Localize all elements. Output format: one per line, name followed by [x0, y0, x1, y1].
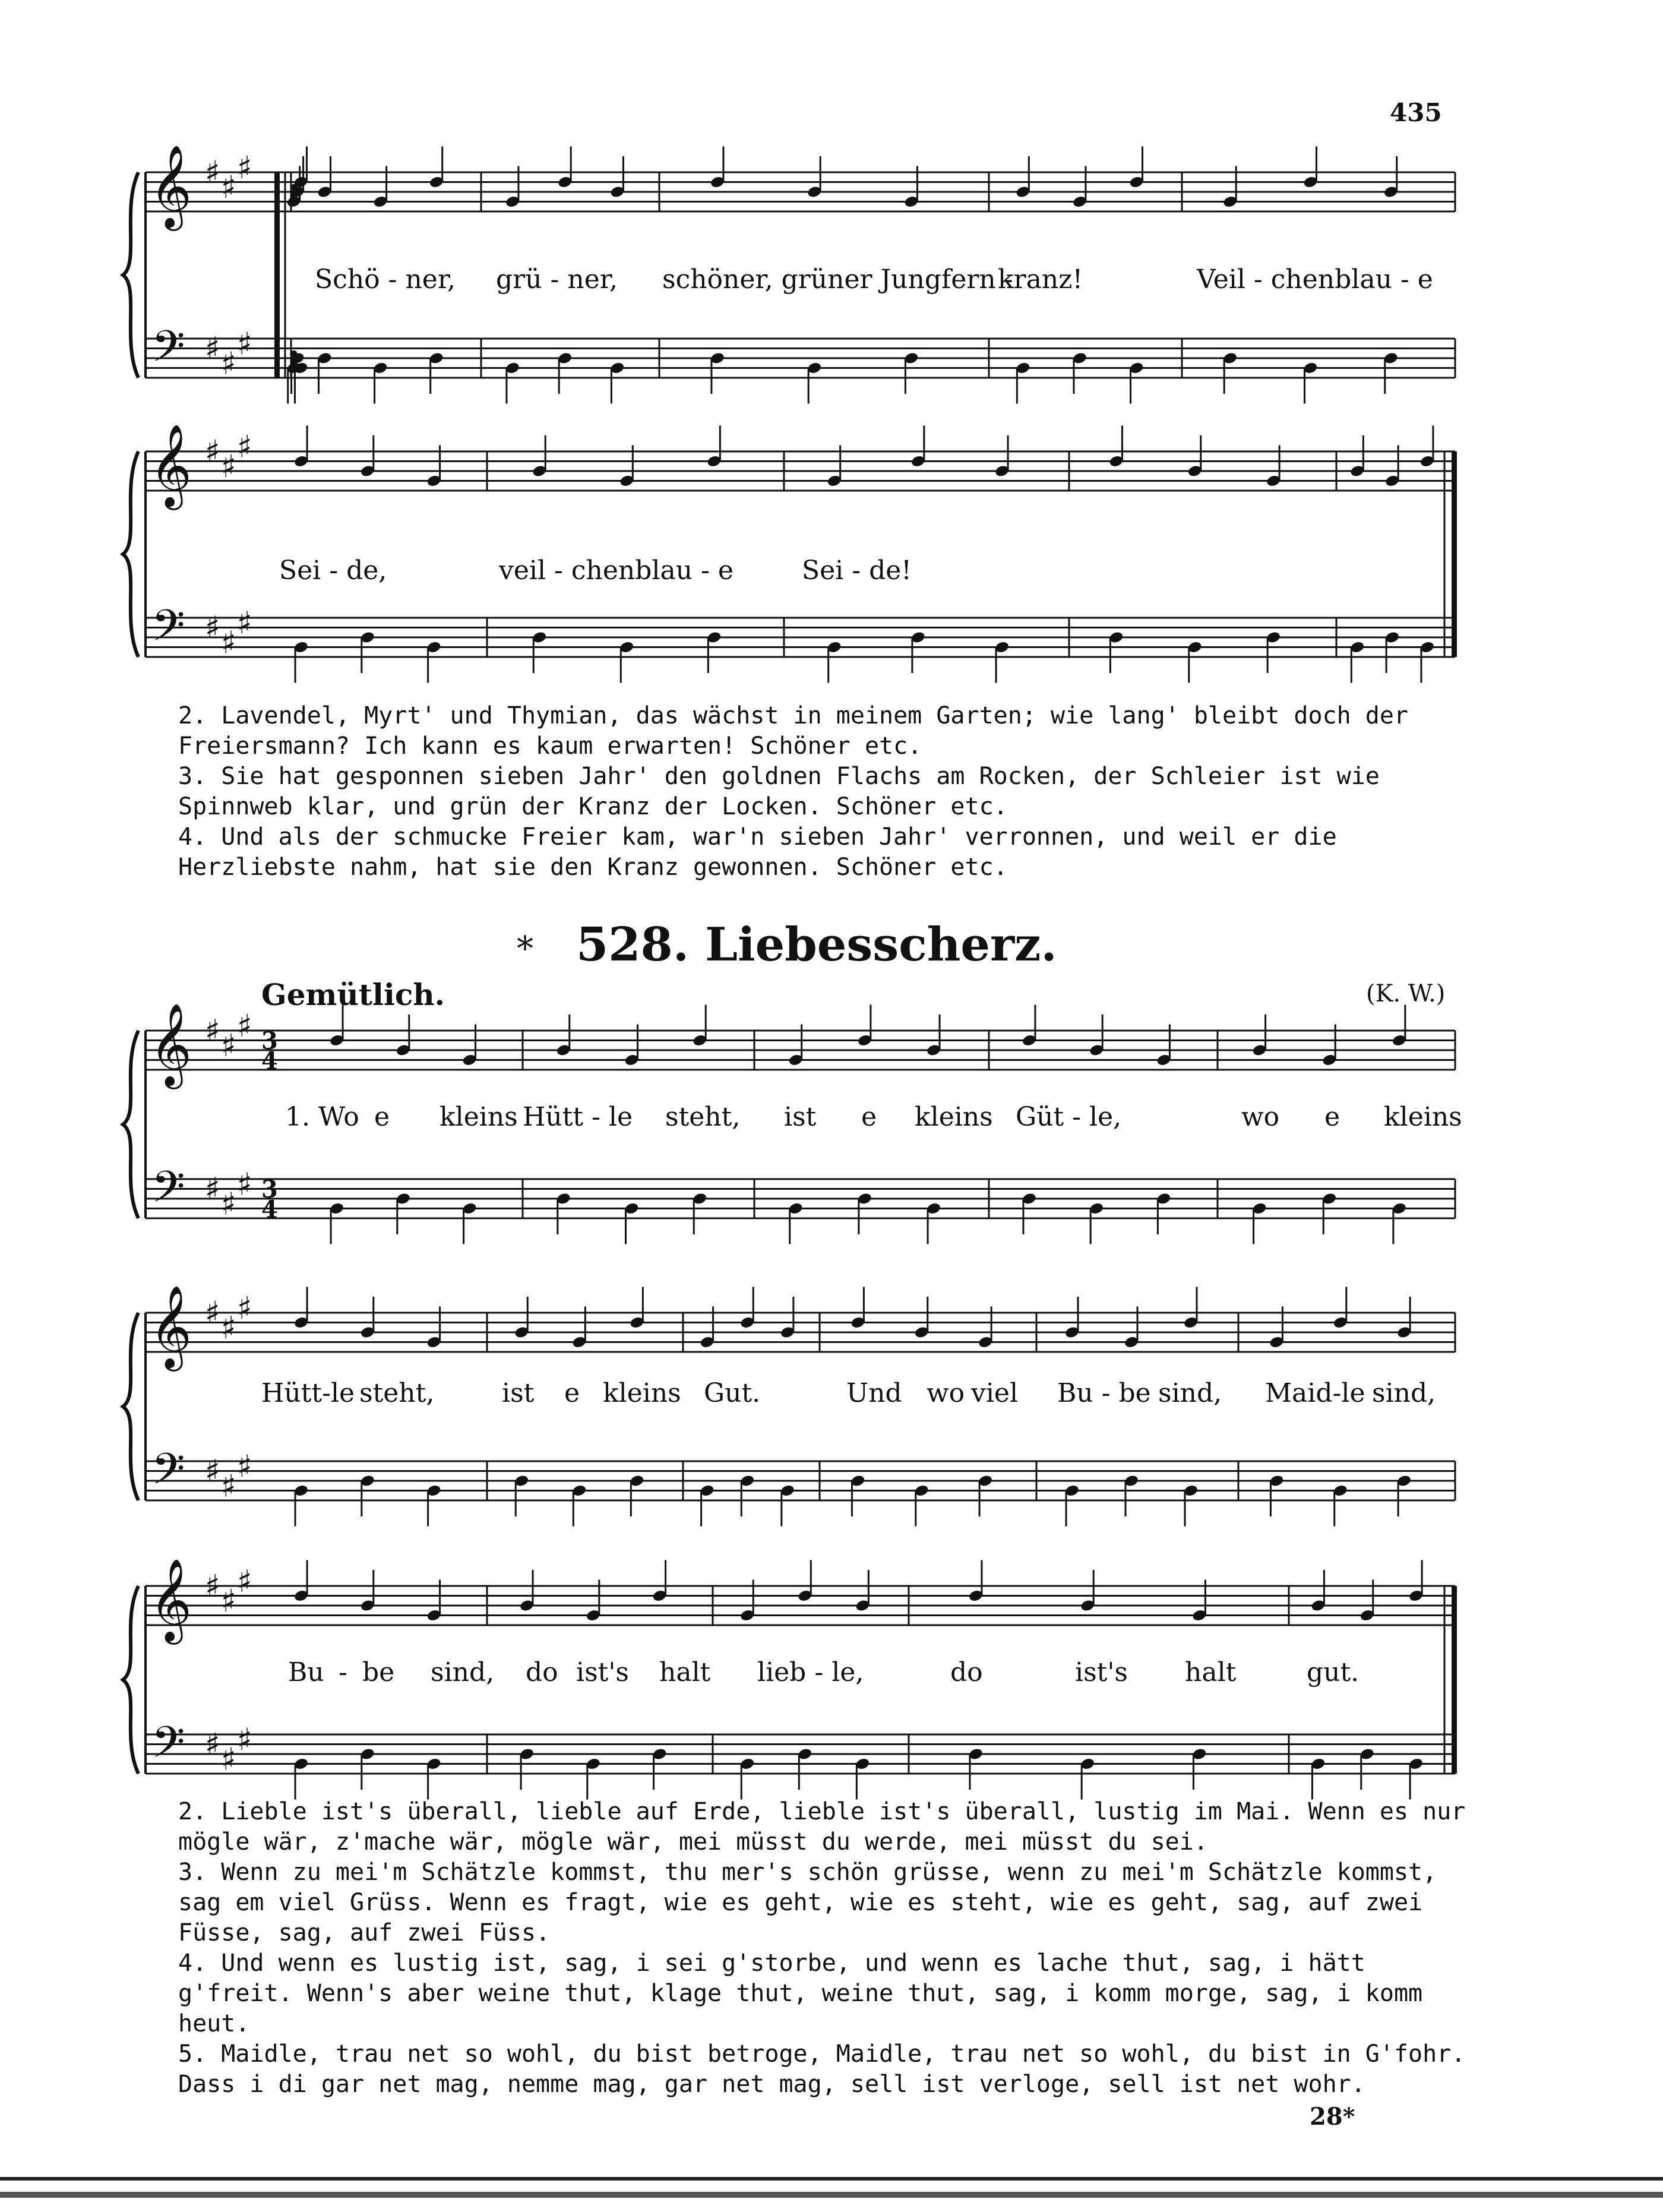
verse: 4. Und als der schmucke Freier kam, war'n sieben Jahr' verronnen, und weil er die Herzliebste nahm, hat sie den Kranz gewonnen. Schöner etc.	[178, 823, 1337, 881]
lyric: kleins	[915, 1102, 993, 1132]
lyric: steht,	[665, 1102, 741, 1132]
lyric: lieb - le,	[757, 1657, 864, 1688]
sharp-icon: ♯	[237, 150, 252, 186]
sharp-icon: ♯	[237, 605, 252, 642]
sharp-icon: ♯	[205, 331, 220, 367]
verse: 3. Sie hat gesponnen sieben Jahr' den goldnen Flachs am Rocken, der Schleier ist wie Spinnweb klar, und grün der Kranz der Locken. Schöner etc.	[178, 763, 1380, 820]
verse: 4. Und wenn es lustig ist, sag, i sei g'storbe, und wenn es lache thut, sag, i hätt g'freit. Wenn's aber weine thut, klage thut, weine thut, sag, i komm morge, sag, i komm heut.	[178, 1949, 1423, 2037]
lyric: e	[564, 1378, 580, 1408]
lyric: viel	[971, 1378, 1019, 1408]
treble-clef-icon: 𝄞	[150, 145, 192, 227]
time-signature: 4	[261, 1047, 278, 1075]
sharp-icon: ♯	[221, 625, 236, 661]
sharp-icon: ♯	[221, 1468, 236, 1505]
page-edge-line	[0, 2192, 1663, 2198]
verse: 2. Lavendel, Myrt' und Thymian, das wächst in meinem Garten; wie lang' bleibt doch der Freiersmann? Ich kann es kaum erwarten! Schöner etc.	[178, 702, 1409, 760]
treble-clef-icon: 𝄞	[150, 1559, 192, 1641]
sharp-icon: ♯	[205, 1453, 220, 1490]
sharp-icon: ♯	[205, 610, 220, 646]
lyric: ist's	[576, 1657, 630, 1688]
song-title: 528. Liebesscherz.	[576, 918, 1057, 972]
lyric: ist	[502, 1378, 535, 1408]
lyric: Sei - de!	[802, 555, 912, 586]
lyric: do	[526, 1657, 558, 1688]
lyric: Veil - chenblau - e	[1197, 264, 1433, 295]
sharp-icon: ♯	[205, 1295, 220, 1331]
brace	[123, 1031, 138, 1218]
brace	[123, 172, 138, 378]
song2-verses	[178, 1797, 1473, 2100]
lyric: Und	[846, 1378, 902, 1408]
sharp-icon: ♯	[237, 1290, 252, 1326]
lyric: e	[861, 1102, 877, 1132]
lyric: -	[339, 1657, 347, 1688]
lyric: halt	[659, 1657, 711, 1688]
repeat-barline	[274, 172, 280, 378]
lyric: ist's	[1075, 1657, 1128, 1688]
lyric: halt	[1185, 1657, 1237, 1688]
sharp-icon: ♯	[205, 434, 220, 470]
sharp-icon: ♯	[237, 1167, 252, 1203]
sharp-icon: ♯	[205, 1171, 220, 1208]
sharp-icon: ♯	[237, 1449, 252, 1485]
brace	[123, 1586, 138, 1774]
time-signature: 4	[261, 1196, 278, 1224]
time-signature: 3	[261, 1027, 278, 1055]
song1-verses	[178, 701, 1473, 883]
lyric: kleins	[1384, 1102, 1462, 1132]
lyric: schöner, grüner Jungfern -	[662, 264, 1013, 295]
sharp-icon: ♯	[221, 1186, 236, 1222]
brace	[123, 1313, 138, 1500]
page-edge-line	[0, 2177, 1663, 2181]
lyric: 1. Wo	[285, 1102, 359, 1132]
verse: 3. Wenn zu mei'm Schätzle kommst, thu mer's schön grüsse, wenn zu mei'm Schätzle kommst, sag em viel Grüss. Wenn es fragt, wie es geht, wie es steht, wie es geht, sag, auf zwei Füsse, sag, auf zwei Füss.	[178, 1859, 1437, 1946]
lyric: Bu	[288, 1657, 324, 1688]
sharp-icon: ♯	[205, 155, 220, 191]
bass-clef-icon: 𝄢	[151, 1161, 185, 1222]
sharp-icon: ♯	[237, 429, 252, 465]
lyric: wo	[1241, 1102, 1280, 1132]
asterisk-mark: *	[517, 930, 533, 968]
lyric: e	[1324, 1102, 1340, 1132]
lyric: veil - chenblau - e	[499, 555, 734, 586]
lyric: e	[374, 1102, 390, 1132]
sharp-icon: ♯	[221, 1742, 236, 1778]
lyric: wo	[927, 1378, 965, 1408]
lyric: Güt - le,	[1016, 1102, 1122, 1132]
lyric: sind,	[1372, 1378, 1436, 1408]
brace	[123, 451, 138, 657]
lyric: Hütt-le	[261, 1378, 355, 1408]
sharp-icon: ♯	[221, 1028, 236, 1064]
bass-clef-icon: 𝄢	[151, 1443, 185, 1505]
lyric: Hütt - le	[523, 1102, 633, 1132]
final-barline	[1452, 1586, 1457, 1774]
signature-mark: 28*	[1310, 2103, 1355, 2131]
sharp-icon: ♯	[221, 169, 236, 206]
bass-clef-icon: 𝄢	[151, 321, 185, 382]
bass-clef-icon: 𝄢	[151, 1717, 185, 1778]
sharp-icon: ♯	[237, 326, 252, 362]
lyric: Gut.	[704, 1378, 761, 1408]
lyric: Sei - de,	[279, 555, 387, 586]
tempo-marking: Gemütlich.	[261, 977, 445, 1012]
treble-clef-icon: 𝄞	[150, 1003, 192, 1086]
verse: 2. Lieble ist's überall, lieble auf Erde, lieble ist's überall, lustig im Mai. Wenn es nur mögle wär, z'mache wär, mögle wär, mei müsst du werde, mei müsst du sei.	[178, 1798, 1466, 1856]
sharp-icon: ♯	[221, 346, 236, 382]
treble-clef-icon: 𝄞	[150, 424, 192, 507]
sharp-icon: ♯	[237, 1722, 252, 1758]
lyric: gut.	[1307, 1657, 1360, 1688]
final-barline	[1452, 451, 1457, 657]
page-number: 435	[1390, 98, 1442, 127]
lyric: sind,	[431, 1657, 495, 1688]
time-signature: 3	[261, 1175, 278, 1203]
sharp-icon: ♯	[221, 1583, 236, 1619]
lyric: Schö - ner,	[315, 264, 456, 295]
lyric: ist	[784, 1102, 817, 1132]
lyric: do	[950, 1657, 983, 1688]
lyric: Maid-le	[1265, 1378, 1365, 1408]
lyric: sind,	[1158, 1378, 1222, 1408]
bass-clef-icon: 𝄢	[151, 600, 185, 661]
lyric: be	[362, 1657, 395, 1688]
lyric: kleins	[603, 1378, 681, 1408]
sharp-icon: ♯	[205, 1727, 220, 1763]
lyric: kleins	[440, 1102, 518, 1132]
sharp-icon: ♯	[205, 1569, 220, 1604]
verse: 5. Maidle, trau net so wohl, du bist betroge, Maidle, trau net so wohl, du bist in G'fohr. Dass i di gar net mag, nemme mag, gar net mag, sell ist verloge, sell ist net wohr.	[178, 2040, 1466, 2098]
source-note: (K. W.)	[1366, 980, 1446, 1007]
lyric: kranz!	[998, 264, 1083, 295]
sharp-icon: ♯	[237, 1008, 252, 1044]
sharp-icon: ♯	[237, 1563, 252, 1600]
treble-clef-icon: 𝄞	[150, 1285, 192, 1368]
sharp-icon: ♯	[221, 1310, 236, 1346]
lyric: grü - ner,	[496, 264, 618, 295]
sharp-icon: ♯	[221, 448, 236, 485]
lyric: steht,	[359, 1378, 435, 1408]
lyric: Bu - be	[1057, 1378, 1151, 1408]
sharp-icon: ♯	[205, 1013, 220, 1049]
